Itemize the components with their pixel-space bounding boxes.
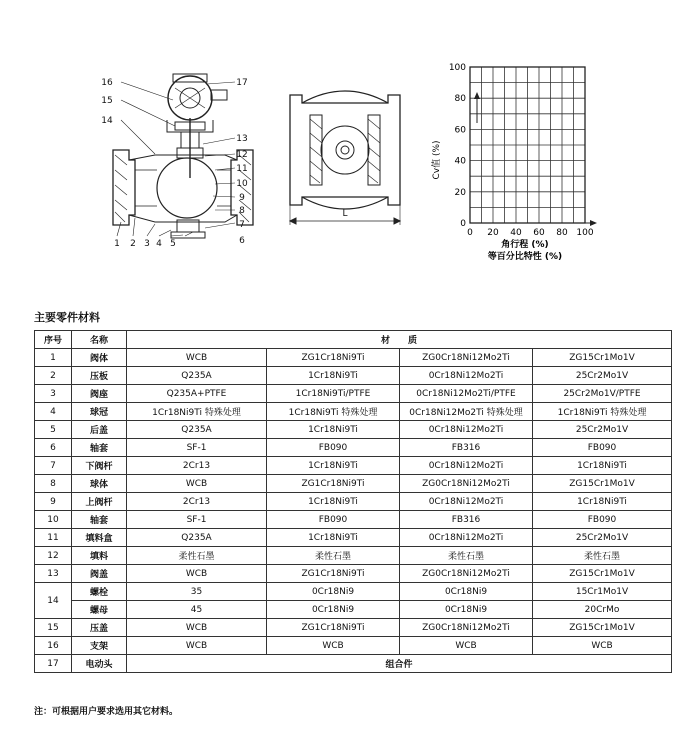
- material-cell: 0Cr18Ni12Mo2Ti: [400, 493, 533, 511]
- material-cell: 1Cr18Ni9Ti 特殊处理: [533, 403, 672, 421]
- table-row: [35, 583, 672, 601]
- material-cell: Q235A: [127, 421, 267, 439]
- material-cell: 0Cr18Ni12Mo2Ti/PTFE: [400, 385, 533, 403]
- material-cell: 0Cr18Ni12Mo2Ti: [400, 529, 533, 547]
- part-name: 压板: [72, 367, 127, 385]
- material-cell: 25Cr2Mo1V: [533, 367, 672, 385]
- part-name: 压盖: [72, 619, 127, 637]
- part-name: 轴套: [72, 439, 127, 457]
- material-cell: WCB: [127, 349, 267, 367]
- material-cell: FB090: [533, 511, 672, 529]
- material-cell: 25Cr2Mo1V: [533, 421, 672, 439]
- header-no: 序号: [35, 331, 72, 349]
- y-tick-label: 40: [454, 156, 466, 167]
- row-number: 16: [35, 637, 72, 655]
- material-cell: Q235A: [127, 529, 267, 547]
- material-cell: 0Cr18Ni9: [400, 583, 533, 601]
- material-cell: ZG0Cr18Ni12Mo2Ti: [400, 619, 533, 637]
- y-tick-label: 20: [454, 187, 466, 198]
- x-axis-arrow: [590, 220, 597, 226]
- material-cell: ZG1Cr18Ni9Ti: [267, 619, 400, 637]
- row-number: 5: [35, 421, 72, 439]
- callout-3: 3: [144, 239, 150, 249]
- callout-5: 5: [170, 239, 176, 249]
- material-cell: ZG1Cr18Ni9Ti: [267, 349, 400, 367]
- table-row: [35, 619, 672, 637]
- row-number: 13: [35, 565, 72, 583]
- material-cell: WCB: [127, 637, 267, 655]
- chart-x-label-2: 等百分比特性 (%): [487, 252, 563, 262]
- part-name: 填料盒: [72, 529, 127, 547]
- part-name: 阀盖: [72, 565, 127, 583]
- table-row: [35, 367, 672, 385]
- callout-11: 11: [236, 164, 248, 174]
- material-cell: 15Cr1Mo1V: [533, 583, 672, 601]
- callout-6: 6: [239, 236, 245, 246]
- callout-12: 12: [236, 150, 248, 160]
- callout-1: 1: [114, 239, 120, 249]
- material-cell: 2Cr13: [127, 493, 267, 511]
- material-cell: ZG15Cr1Mo1V: [533, 349, 672, 367]
- part-name: 填料: [72, 547, 127, 565]
- material-cell: 0Cr18Ni9: [267, 601, 400, 619]
- material-cell: SF-1: [127, 511, 267, 529]
- material-cell: FB090: [533, 439, 672, 457]
- x-tick-label: 40: [510, 228, 522, 238]
- row-number: 10: [35, 511, 72, 529]
- x-tick-label: 0: [467, 228, 473, 238]
- table-row: [35, 475, 672, 493]
- table-row: [35, 349, 672, 367]
- callout-9: 9: [239, 193, 245, 203]
- row-number: 3: [35, 385, 72, 403]
- callout-7: 7: [239, 220, 245, 230]
- material-cell: 0Cr18Ni12Mo2Ti: [400, 367, 533, 385]
- material-cell: 1Cr18Ni9Ti: [267, 493, 400, 511]
- material-cell: SF-1: [127, 439, 267, 457]
- callout-13: 13: [236, 134, 248, 144]
- section-title: 主要零件材料: [34, 311, 100, 324]
- table-row: [35, 565, 672, 583]
- material-cell: 柔性石墨: [127, 547, 267, 565]
- material-cell: 1Cr18Ni9Ti: [267, 457, 400, 475]
- chart-y-label: Cv值 (%): [432, 140, 442, 180]
- body-section-drawing: [280, 85, 410, 230]
- table-row: [35, 601, 672, 619]
- material-cell: 柔性石墨: [267, 547, 400, 565]
- table-row: [35, 511, 672, 529]
- y-tick-label: 80: [454, 94, 466, 105]
- material-cell: FB090: [267, 439, 400, 457]
- part-name: 球体: [72, 475, 127, 493]
- row-number: 9: [35, 493, 72, 511]
- dimension-l-label: L: [342, 209, 348, 219]
- material-cell: ZG0Cr18Ni12Mo2Ti: [400, 349, 533, 367]
- row-number: 2: [35, 367, 72, 385]
- material-cell: 1Cr18Ni9Ti: [267, 529, 400, 547]
- material-cell: FB090: [267, 511, 400, 529]
- material-cell: 1Cr18Ni9Ti: [267, 367, 400, 385]
- table-header-row: [35, 331, 672, 349]
- callout-10: 10: [236, 179, 248, 189]
- material-cell: 1Cr18Ni9Ti/PTFE: [267, 385, 400, 403]
- material-cell: WCB: [267, 637, 400, 655]
- valve-section-drawing: [95, 60, 255, 255]
- x-tick-label: 20: [487, 228, 499, 238]
- header-name: 名称: [72, 331, 127, 349]
- footnote: 注：可根据用户要求选用其它材料。: [34, 707, 179, 717]
- row-number: 12: [35, 547, 72, 565]
- x-tick-label: 100: [576, 228, 594, 238]
- part-name: 电动头: [72, 655, 127, 673]
- table-row: [35, 385, 672, 403]
- material-cell: ZG0Cr18Ni12Mo2Ti: [400, 475, 533, 493]
- material-cell: 20CrMo: [533, 601, 672, 619]
- material-cell: 0Cr18Ni12Mo2Ti: [400, 457, 533, 475]
- ball-element: [157, 158, 217, 218]
- material-cell: 0Cr18Ni9: [400, 601, 533, 619]
- cv-characteristic-chart: [425, 55, 625, 270]
- callout-15: 15: [101, 96, 113, 106]
- material-cell: 0Cr18Ni9: [267, 583, 400, 601]
- material-cell: 25Cr2Mo1V: [533, 529, 672, 547]
- material-cell: WCB: [127, 619, 267, 637]
- chart-axes: [470, 67, 597, 226]
- part-name: 下阀杆: [72, 457, 127, 475]
- material-cell: Q235A: [127, 367, 267, 385]
- parts-materials-table: [34, 330, 672, 673]
- table-row: [35, 655, 672, 673]
- row-number: 17: [35, 655, 72, 673]
- material-cell: 1Cr18Ni9Ti: [533, 493, 672, 511]
- callout-8: 8: [239, 206, 245, 216]
- table-row: [35, 547, 672, 565]
- row-number: 14: [35, 583, 72, 619]
- material-cell: Q235A+PTFE: [127, 385, 267, 403]
- part-name: 螺母: [72, 601, 127, 619]
- material-cell: WCB: [533, 637, 672, 655]
- chart-grid: [470, 67, 585, 223]
- material-cell: 1Cr18Ni9Ti: [267, 421, 400, 439]
- material-cell: 1Cr18Ni9Ti 特殊处理: [267, 403, 400, 421]
- part-name: 上阀杆: [72, 493, 127, 511]
- material-cell: FB316: [400, 439, 533, 457]
- callout-2: 2: [130, 239, 136, 249]
- material-cell: 35: [127, 583, 267, 601]
- row-number: 8: [35, 475, 72, 493]
- material-cell: ZG15Cr1Mo1V: [533, 619, 672, 637]
- material-cell: ZG1Cr18Ni9Ti: [267, 475, 400, 493]
- ball-bore: [321, 126, 369, 174]
- material-merged: 组合件: [127, 655, 672, 673]
- part-name: 球冠: [72, 403, 127, 421]
- part-name: 螺栓: [72, 583, 127, 601]
- material-cell: ZG1Cr18Ni9Ti: [267, 565, 400, 583]
- part-name: 支架: [72, 637, 127, 655]
- material-cell: ZG15Cr1Mo1V: [533, 475, 672, 493]
- table-row: [35, 439, 672, 457]
- y-tick-label: 100: [448, 63, 466, 73]
- material-cell: ZG15Cr1Mo1V: [533, 565, 672, 583]
- material-cell: 柔性石墨: [533, 547, 672, 565]
- y-tick-label: 0: [460, 219, 466, 229]
- chart-x-label: 角行程 (%): [501, 240, 549, 250]
- table-row: [35, 637, 672, 655]
- x-tick-label: 80: [556, 228, 568, 238]
- material-cell: 柔性石墨: [400, 547, 533, 565]
- row-number: 7: [35, 457, 72, 475]
- material-cell: 2Cr13: [127, 457, 267, 475]
- material-cell: 1Cr18Ni9Ti: [533, 457, 672, 475]
- material-cell: WCB: [127, 565, 267, 583]
- table-row: [35, 529, 672, 547]
- table-row: [35, 493, 672, 511]
- x-tick-label: 60: [533, 228, 545, 238]
- material-cell: ZG0Cr18Ni12Mo2Ti: [400, 565, 533, 583]
- material-cell: FB316: [400, 511, 533, 529]
- table-row: [35, 421, 672, 439]
- part-name: 轴套: [72, 511, 127, 529]
- material-cell: WCB: [127, 475, 267, 493]
- row-number: 11: [35, 529, 72, 547]
- material-cell: 45: [127, 601, 267, 619]
- y-tick-label: 60: [454, 125, 466, 136]
- header-material: 材 质: [127, 331, 672, 349]
- part-name: 阀体: [72, 349, 127, 367]
- row-number: 15: [35, 619, 72, 637]
- row-number: 1: [35, 349, 72, 367]
- callout-14: 14: [101, 116, 113, 126]
- part-name: 阀座: [72, 385, 127, 403]
- part-name: 后盖: [72, 421, 127, 439]
- table-row: [35, 403, 672, 421]
- material-cell: 25Cr2Mo1V/PTFE: [533, 385, 672, 403]
- row-number: 4: [35, 403, 72, 421]
- material-cell: WCB: [400, 637, 533, 655]
- callout-17: 17: [236, 78, 248, 88]
- row-number: 6: [35, 439, 72, 457]
- callout-4: 4: [156, 239, 162, 249]
- material-cell: 0Cr18Ni12Mo2Ti: [400, 421, 533, 439]
- y-axis-indicator-arrow: [474, 92, 480, 99]
- table-row: [35, 457, 672, 475]
- material-cell: 1Cr18Ni9Ti 特殊处理: [127, 403, 267, 421]
- material-cell: 0Cr18Ni12Mo2Ti 特殊处理: [400, 403, 533, 421]
- callout-16: 16: [101, 78, 113, 88]
